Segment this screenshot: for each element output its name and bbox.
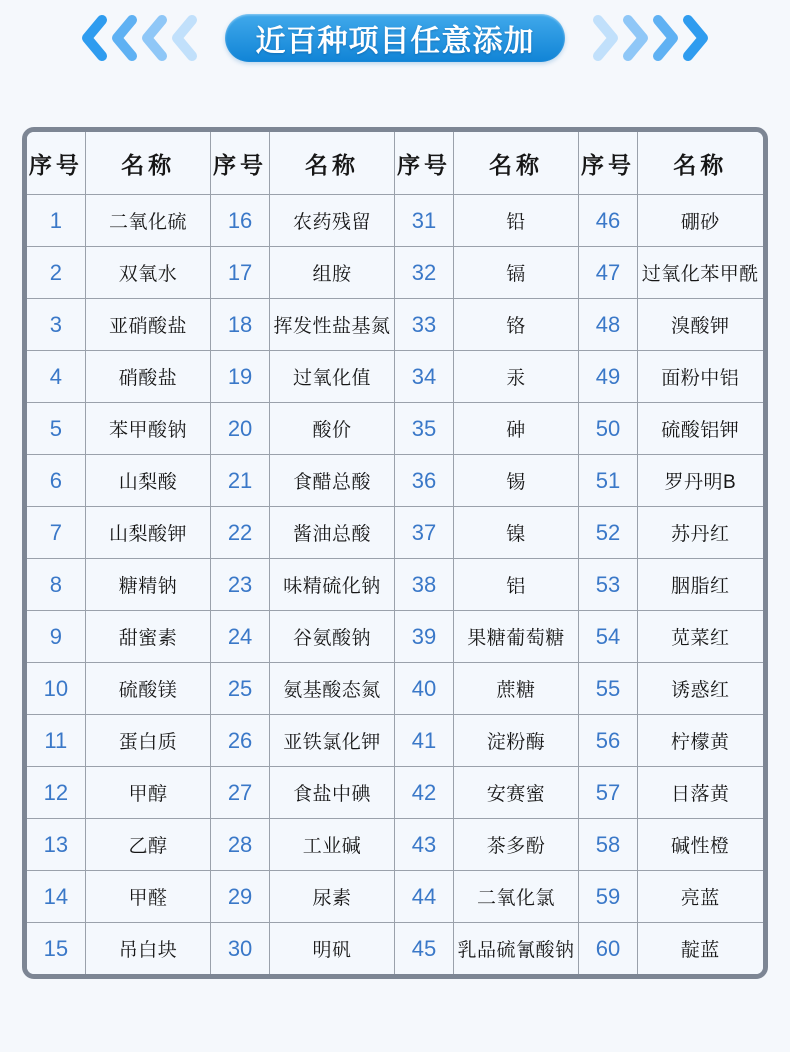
col-header-name: 名称 (85, 132, 211, 195)
item-name: 溴酸钾 (637, 299, 763, 351)
item-name: 亮蓝 (637, 871, 763, 923)
item-number: 4 (27, 351, 85, 403)
item-number: 8 (27, 559, 85, 611)
item-name: 碱性橙 (637, 819, 763, 871)
item-number: 51 (579, 455, 637, 507)
item-number: 49 (579, 351, 637, 403)
item-number: 17 (211, 247, 269, 299)
item-number: 48 (579, 299, 637, 351)
item-number: 30 (211, 923, 269, 975)
table-head (27, 132, 763, 195)
table-row (27, 403, 763, 455)
item-number: 41 (395, 715, 453, 767)
table-body (27, 195, 763, 975)
item-name: 铝 (453, 559, 579, 611)
table-row (27, 663, 763, 715)
item-name: 食醋总酸 (269, 455, 395, 507)
item-number: 32 (395, 247, 453, 299)
item-number: 37 (395, 507, 453, 559)
item-number: 33 (395, 299, 453, 351)
table-row (27, 715, 763, 767)
item-name: 锡 (453, 455, 579, 507)
item-name: 罗丹明B (637, 455, 763, 507)
table-row (27, 819, 763, 871)
item-name: 苋菜红 (637, 611, 763, 663)
item-number: 59 (579, 871, 637, 923)
item-number: 25 (211, 663, 269, 715)
table-row (27, 455, 763, 507)
header-banner (0, 0, 790, 63)
item-name: 镍 (453, 507, 579, 559)
item-number: 60 (579, 923, 637, 975)
item-name: 安赛蜜 (453, 767, 579, 819)
item-number: 23 (211, 559, 269, 611)
chevrons-right (591, 13, 711, 63)
item-name: 甲醛 (85, 871, 211, 923)
item-name: 硫酸铝钾 (637, 403, 763, 455)
table-row (27, 767, 763, 819)
col-header-index: 序号 (211, 132, 269, 195)
chevrons-left (79, 13, 199, 63)
item-name: 甜蜜素 (85, 611, 211, 663)
col-header-index: 序号 (27, 132, 85, 195)
item-name: 柠檬黄 (637, 715, 763, 767)
item-number: 55 (579, 663, 637, 715)
item-name: 尿素 (269, 871, 395, 923)
item-number: 26 (211, 715, 269, 767)
banner-title: 近百种项目任意添加 (255, 25, 535, 58)
item-name: 乳品硫氰酸钠 (453, 923, 579, 975)
item-name: 谷氨酸钠 (269, 611, 395, 663)
item-name: 乙醇 (85, 819, 211, 871)
item-name: 过氧化苯甲酰 (637, 247, 763, 299)
item-name: 面粉中铝 (637, 351, 763, 403)
item-number: 22 (211, 507, 269, 559)
item-number: 45 (395, 923, 453, 975)
item-number: 28 (211, 819, 269, 871)
col-header-index: 序号 (395, 132, 453, 195)
item-number: 12 (27, 767, 85, 819)
item-number: 13 (27, 819, 85, 871)
item-number: 54 (579, 611, 637, 663)
item-number: 5 (27, 403, 85, 455)
col-header-name: 名称 (637, 132, 763, 195)
item-number: 53 (579, 559, 637, 611)
item-number: 47 (579, 247, 637, 299)
item-name: 山梨酸 (85, 455, 211, 507)
chevron-right-icon (678, 13, 714, 63)
item-name: 过氧化值 (269, 351, 395, 403)
item-number: 46 (579, 195, 637, 247)
item-number: 6 (27, 455, 85, 507)
item-name: 蔗糖 (453, 663, 579, 715)
item-number: 56 (579, 715, 637, 767)
item-name: 甲醇 (85, 767, 211, 819)
items-table (27, 132, 763, 974)
item-name: 酸价 (269, 403, 395, 455)
item-name: 苏丹红 (637, 507, 763, 559)
item-name: 食盐中碘 (269, 767, 395, 819)
item-number: 34 (395, 351, 453, 403)
item-name: 胭脂红 (637, 559, 763, 611)
item-number: 39 (395, 611, 453, 663)
item-name: 亚硝酸盐 (85, 299, 211, 351)
col-header-index: 序号 (579, 132, 637, 195)
item-name: 靛蓝 (637, 923, 763, 975)
item-name: 蛋白质 (85, 715, 211, 767)
item-number: 24 (211, 611, 269, 663)
item-number: 57 (579, 767, 637, 819)
col-header-name: 名称 (453, 132, 579, 195)
item-name: 硫酸镁 (85, 663, 211, 715)
item-number: 31 (395, 195, 453, 247)
item-number: 1 (27, 195, 85, 247)
item-name: 汞 (453, 351, 579, 403)
item-name: 硝酸盐 (85, 351, 211, 403)
table-row (27, 871, 763, 923)
item-number: 36 (395, 455, 453, 507)
item-number: 3 (27, 299, 85, 351)
item-name: 吊白块 (85, 923, 211, 975)
item-number: 38 (395, 559, 453, 611)
item-name: 日落黄 (637, 767, 763, 819)
item-number: 52 (579, 507, 637, 559)
item-number: 9 (27, 611, 85, 663)
item-name: 诱惑红 (637, 663, 763, 715)
item-name: 味精硫化钠 (269, 559, 395, 611)
table-row (27, 923, 763, 975)
item-name: 亚铁氯化钾 (269, 715, 395, 767)
table-row (27, 247, 763, 299)
item-number: 19 (211, 351, 269, 403)
item-name: 挥发性盐基氮 (269, 299, 395, 351)
item-name: 果糖葡萄糖 (453, 611, 579, 663)
item-name: 明矾 (269, 923, 395, 975)
item-number: 10 (27, 663, 85, 715)
item-number: 29 (211, 871, 269, 923)
header-row (27, 132, 763, 195)
table-row (27, 195, 763, 247)
col-header-name: 名称 (269, 132, 395, 195)
item-name: 二氧化硫 (85, 195, 211, 247)
table-row (27, 299, 763, 351)
item-name: 铅 (453, 195, 579, 247)
item-name: 农药残留 (269, 195, 395, 247)
item-number: 44 (395, 871, 453, 923)
item-name: 砷 (453, 403, 579, 455)
item-number: 35 (395, 403, 453, 455)
item-name: 酱油总酸 (269, 507, 395, 559)
item-number: 43 (395, 819, 453, 871)
item-name: 双氧水 (85, 247, 211, 299)
item-name: 山梨酸钾 (85, 507, 211, 559)
item-number: 11 (27, 715, 85, 767)
item-name: 二氧化氯 (453, 871, 579, 923)
item-name: 茶多酚 (453, 819, 579, 871)
table-row (27, 559, 763, 611)
table-row (27, 611, 763, 663)
item-number: 42 (395, 767, 453, 819)
item-name: 硼砂 (637, 195, 763, 247)
item-name: 铬 (453, 299, 579, 351)
item-number: 15 (27, 923, 85, 975)
item-name: 氨基酸态氮 (269, 663, 395, 715)
item-name: 镉 (453, 247, 579, 299)
banner-title-pill (225, 14, 565, 62)
item-number: 16 (211, 195, 269, 247)
item-number: 2 (27, 247, 85, 299)
items-table-frame (22, 127, 768, 979)
chevron-left-icon (166, 13, 202, 63)
item-name: 工业碱 (269, 819, 395, 871)
item-number: 14 (27, 871, 85, 923)
table-row (27, 351, 763, 403)
item-number: 58 (579, 819, 637, 871)
item-number: 21 (211, 455, 269, 507)
item-number: 20 (211, 403, 269, 455)
item-number: 18 (211, 299, 269, 351)
item-name: 淀粉酶 (453, 715, 579, 767)
item-number: 40 (395, 663, 453, 715)
item-name: 糖精钠 (85, 559, 211, 611)
item-number: 7 (27, 507, 85, 559)
item-number: 27 (211, 767, 269, 819)
item-name: 组胺 (269, 247, 395, 299)
item-name: 苯甲酸钠 (85, 403, 211, 455)
item-number: 50 (579, 403, 637, 455)
table-row (27, 507, 763, 559)
